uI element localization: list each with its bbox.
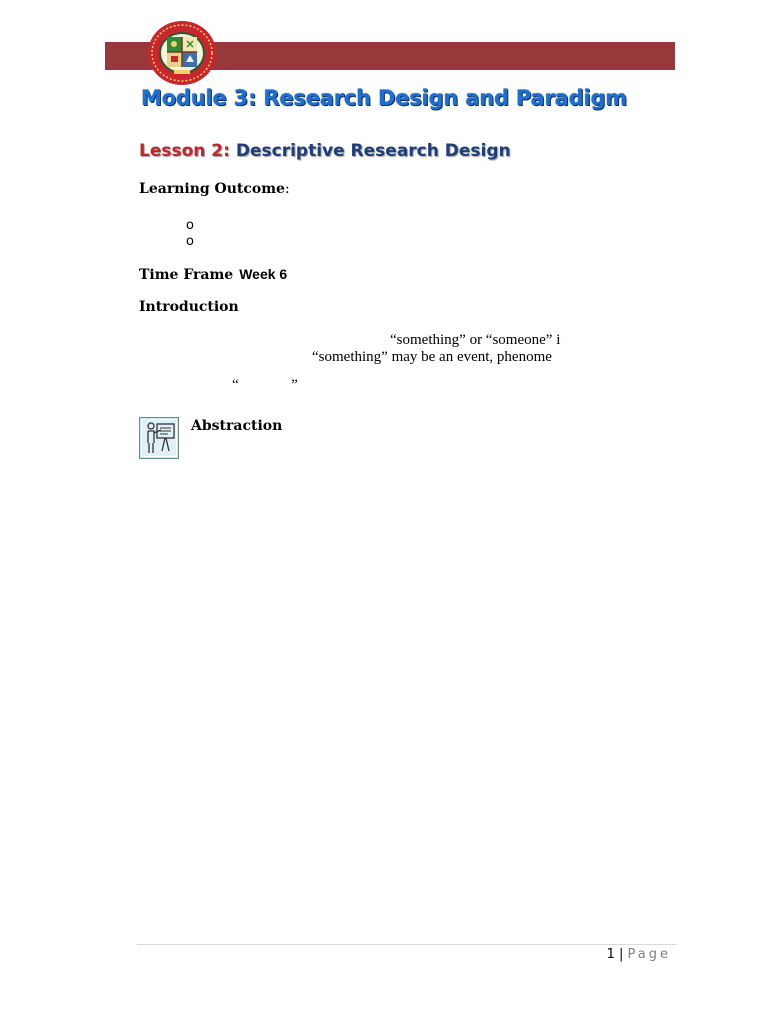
- footer-rule: [137, 944, 677, 945]
- learning-outcome-label: Learning Outcome: [139, 181, 285, 197]
- module-title: Module 3: Research Design and Paradigm: [141, 86, 627, 110]
- university-seal-icon: [147, 20, 217, 86]
- page-word: Page: [627, 947, 671, 962]
- introduction-heading: Introduction: [139, 299, 239, 315]
- outcome-bullet-2: o: [186, 234, 194, 249]
- outcome-bullet-1: o: [186, 218, 194, 233]
- learning-outcome-colon: :: [284, 181, 290, 197]
- lesson-number: Lesson 2:: [139, 141, 230, 161]
- introduction-line-1: “something” or “someone” i: [390, 332, 561, 348]
- time-frame-label: Time Frame: [139, 267, 234, 283]
- time-frame-heading: [139, 266, 287, 283]
- learning-outcome-heading: [139, 181, 290, 197]
- abstraction-heading: Abstraction: [191, 418, 283, 434]
- page-number: 1: [606, 947, 615, 962]
- lesson-heading: [139, 141, 511, 161]
- time-frame-value: Week 6: [239, 266, 288, 282]
- introduction-line-2: “something” may be an event, phenome: [312, 349, 552, 365]
- introduction-line-3: “ ”: [232, 377, 298, 393]
- page-separator: |: [618, 947, 624, 962]
- lesson-name: Descriptive Research Design: [235, 141, 511, 161]
- presenter-board-icon: [139, 417, 179, 459]
- page-footer: [607, 947, 671, 962]
